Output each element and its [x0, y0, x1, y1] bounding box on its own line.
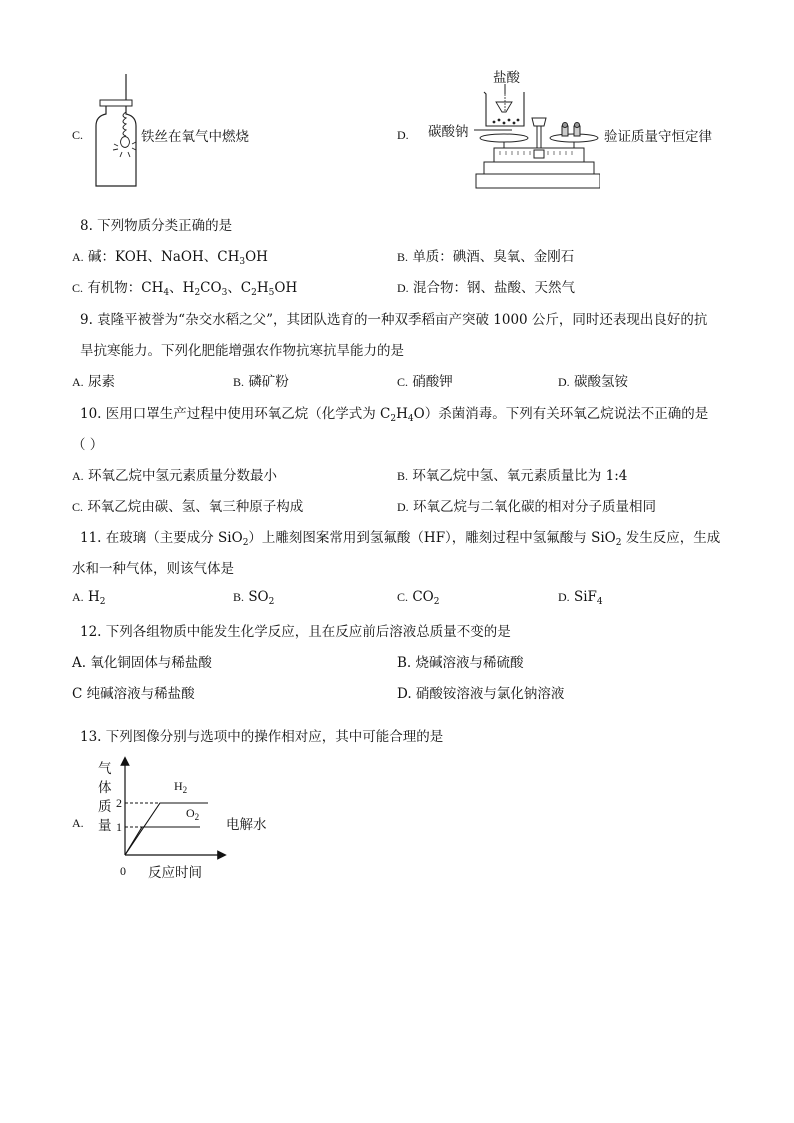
q11-c-sub: 2 [433, 597, 440, 607]
q8-c-letter: C. [72, 281, 84, 295]
q11-s1: 2 [242, 538, 249, 548]
q10-s2: 4 [407, 414, 414, 424]
ylabel-char: 量 [98, 818, 112, 834]
q8-c-t5: H [256, 280, 269, 296]
q8-c-s1: 4 [163, 288, 170, 298]
q9-option-b [233, 370, 289, 390]
o2-sub: 2 [194, 812, 200, 822]
q12-option-d: D. 硝酸铵溶液与氯化钠溶液 [397, 686, 565, 702]
o2-line [125, 827, 200, 855]
q10-stem-line1 [80, 402, 708, 422]
q10-option-c [72, 495, 303, 515]
q9-d-text: 碳酸氢铵 [573, 374, 628, 390]
q11-b-text: SO [248, 589, 269, 605]
q9-c-text: 硝酸钾 [412, 374, 453, 390]
q12-option-c: C 纯碱溶液与稀盐酸 [72, 686, 195, 702]
q8-c-s5: 5 [268, 288, 275, 298]
q9-option-d [558, 370, 628, 390]
q11-a-sub: 2 [99, 597, 106, 607]
q8-c-s4: 2 [251, 288, 257, 298]
q11-option-a [72, 589, 105, 605]
q8-d-text: 混合物：钢、盐酸、天然气 [412, 280, 575, 296]
q11-d-letter: D. [558, 590, 570, 604]
q8-a-sub: 3 [239, 257, 246, 267]
q9-b-text: 磷矿粉 [248, 374, 289, 390]
q10-d-letter: D. [397, 500, 409, 514]
q10-option-b [397, 464, 627, 484]
q11-option-c [397, 589, 439, 605]
q8-option-d [397, 276, 575, 296]
q10-t3: O）杀菌消毒。下列有关环氧乙烷说法不正确的是 [413, 406, 709, 422]
q8-option-c [72, 276, 297, 296]
q8-a-letter: A. [72, 250, 84, 264]
q9-d-letter: D. [558, 375, 570, 389]
q8-c-t1: 有机物：CH [87, 280, 164, 296]
q10-option-a [72, 464, 277, 484]
q11-t3: 发生反应，生成 [621, 530, 721, 546]
q11-stem-line2: 水和一种气体，则该气体是 [72, 561, 234, 577]
q11-option-d [558, 589, 603, 605]
q9-a-letter: A. [72, 375, 84, 389]
ylabel-char: 质 [98, 799, 112, 815]
ylabel-char: 体 [98, 780, 112, 796]
q9-option-c [397, 370, 453, 390]
h2-sub: 2 [182, 785, 188, 795]
gas-bottle-figure [92, 72, 142, 190]
label-sodium-carbonate: 碳酸钠 [428, 124, 469, 140]
q13-a-caption: 电解水 [226, 817, 267, 833]
q11-b-letter: B. [233, 590, 245, 604]
q8-option-b [397, 245, 574, 265]
q8-c-s2: 2 [194, 288, 201, 298]
q10-b-letter: B. [397, 469, 409, 483]
q10-c-text: 环氧乙烷由碳、氢、氧三种原子构成 [87, 499, 304, 515]
label-hydrochloric-acid: 盐酸 [493, 70, 520, 86]
q8-c-t6: OH [274, 280, 298, 296]
q10-c-letter: C. [72, 500, 84, 514]
q8-c-t4: 、C [227, 280, 252, 296]
q8-c-t2: 、H [169, 280, 195, 296]
h2-text: H [174, 779, 183, 793]
q9-b-letter: B. [233, 375, 245, 389]
q11-d-sub: 4 [596, 597, 603, 607]
q8-d-letter: D. [397, 281, 409, 295]
q10-b-text: 环氧乙烷中氢、氧元素质量比为 1:4 [412, 468, 628, 484]
series-label-o2 [186, 806, 199, 821]
q10-s1: 2 [390, 414, 397, 424]
q12-stem: 12. 下列各组物质中能发生化学反应，且在反应前后溶液总质量不变的是 [80, 624, 511, 640]
q11-c-letter: C. [397, 590, 409, 604]
q11-c-text: CO [412, 589, 434, 605]
q8-option-a [72, 245, 268, 265]
q12-option-b: B. 烧碱溶液与稀硫酸 [397, 655, 524, 671]
q10-t2: H [396, 406, 408, 422]
q7-c-letter: C. [72, 128, 84, 142]
tick-label-2: 2 [116, 796, 122, 810]
origin-label: 0 [120, 864, 126, 878]
q9-stem-line2: 旱抗寒能力。下列化肥能增强农作物抗寒抗旱能力的是 [80, 343, 404, 359]
q11-a-text: H [87, 589, 100, 605]
q8-a-text: 碱：KOH、NaOH、CH [87, 249, 240, 265]
q12-option-a: A. 氧化铜固体与稀盐酸 [72, 655, 212, 671]
q7-d-letter: D. [397, 128, 409, 142]
q11-option-b [233, 589, 274, 605]
ylabel-char: 气 [98, 761, 112, 777]
series-label-h2 [174, 779, 187, 794]
tick-label-1: 1 [116, 820, 122, 834]
q9-a-text: 尿素 [87, 374, 115, 390]
q11-stem-line1 [80, 526, 720, 546]
q8-b-text: 单质：碘酒、臭氧、金刚石 [412, 249, 575, 265]
o2-text: O [186, 806, 195, 820]
q9-stem-line1: 9. 袁隆平被誉为“杂交水稻之父”，其团队选育的一种双季稻亩产突破 1000 公斤，同时还表现出良好的抗 [80, 312, 708, 328]
q8-b-letter: B. [397, 250, 409, 264]
q11-d-text: SiF [573, 589, 597, 605]
q10-a-text: 环氧乙烷中氢元素质量分数最小 [87, 468, 277, 484]
q10-option-d [397, 495, 656, 515]
q8-a-tail: OH [245, 249, 268, 265]
q11-b-sub: 2 [268, 597, 275, 607]
q7-c-caption: 铁丝在氧气中燃烧 [141, 129, 249, 145]
q10-d-text: 环氧乙烷与二氧化碳的相对分子质量相同 [412, 499, 656, 515]
q9-option-a [72, 370, 115, 390]
q10-t1: 10. 医用口罩生产过程中使用环氧乙烷（化学式为 C [80, 406, 391, 422]
q11-t2: ）上雕刻图案常用到氢氟酸（HF），雕刻过程中氢氟酸与 SiO [248, 530, 616, 546]
q7-d-caption: 验证质量守恒定律 [604, 129, 712, 145]
q13-stem: 13. 下列图像分别与选项中的操作相对应，其中可能合理的是 [80, 729, 444, 745]
q11-a-letter: A. [72, 590, 84, 604]
graph-x-label: 反应时间 [148, 865, 202, 881]
q13-a-letter: A. [72, 816, 84, 830]
q9-c-letter: C. [397, 375, 409, 389]
q11-t1: 11. 在玻璃（主要成分 SiO [80, 530, 243, 546]
q8-stem: 8. 下列物质分类正确的是 [80, 218, 233, 234]
graph-y-label [98, 760, 114, 836]
q10-answer-blank: （ ） [72, 437, 104, 453]
q8-c-s3: 3 [221, 288, 228, 298]
balance-figure [474, 82, 600, 192]
q11-s2: 2 [615, 538, 622, 548]
q10-a-letter: A. [72, 469, 84, 483]
q8-c-t3: CO [200, 280, 222, 296]
